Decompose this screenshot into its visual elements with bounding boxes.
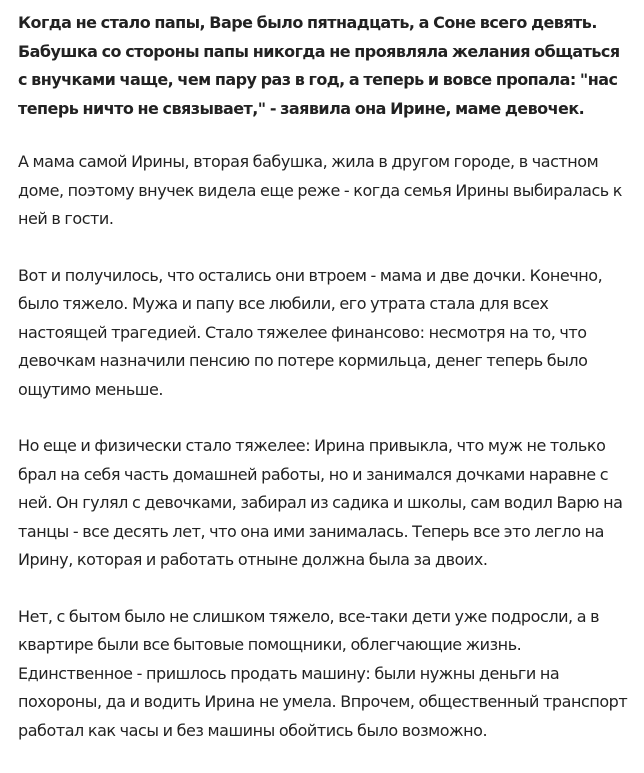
article-paragraph: Но еще и физически стало тяжелее: Ирина привыкла, что муж не только брал на себя часть домашней работы, но и занимался дочками наравне с ней. Он гулял с девочками, забирал из садика и школы, сам водил Варю на танцы - все десять лет, что она ими занималась. Теперь все это легло на Ирину, которая и работать отныне должна была за двоих. — [18, 436, 623, 569]
article-paragraph-lead: Когда не стало папы, Варе было пятнадцать, а Соне всего девять. Бабушка со стороны папы никогда не проявляла желания общаться с внучками чаще, чем пару раз в год, а теперь и вовсе пропала: "нас теперь ничто не связывает," - заявила она Ирине, маме девочек. — [18, 13, 620, 118]
article-paragraph: А мама самой Ирины, вторая бабушка, жила в другом городе, в частном доме, поэтому внучек видела еще реже - когда семья Ирины выбиралась к ней в гости. — [18, 152, 623, 228]
article-paragraph: Нет, с бытом было не слишком тяжело, все-таки дети уже подросли, а в квартире были все бытовые помощники, облегчающие жизнь. Единственное - пришлось продать машину: были нужны деньги на похороны, да и водить Ирина не умела. Впрочем, общественный транспорт работал как часы и без машины обойтись было возможно. — [18, 606, 628, 740]
article-body — [18, 9, 630, 773]
article-paragraph: Вот и получилось, что остались они втроем - мама и две дочки. Конечно, было тяжело. Мужа и папу все любили, его утрата стала для всех настоящей трагедией. Стало тяжелее финансово: несмотря на то, что девочкам назначили пенсию по потере кормильца, денег теперь было ощутимо меньше. — [18, 265, 603, 399]
